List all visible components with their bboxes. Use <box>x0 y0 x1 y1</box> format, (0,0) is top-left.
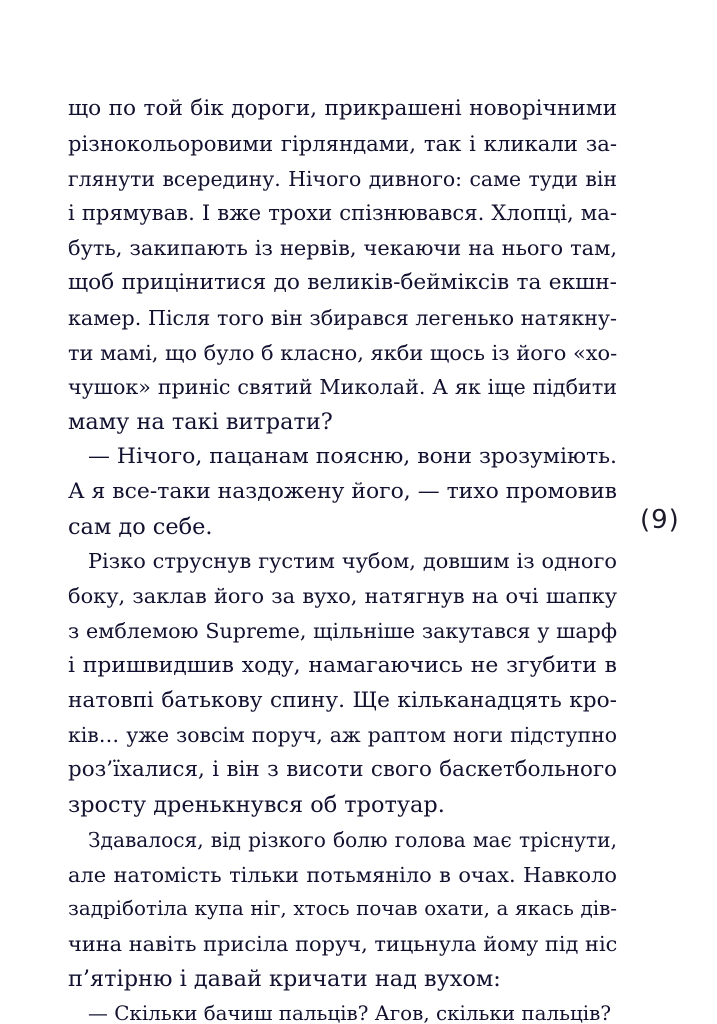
text-line: чина навіть присіла поруч, тицьнула йому під ніс <box>68 932 618 957</box>
text-line: і пришвидшив ходу, намагаючись не згубити в <box>68 652 617 678</box>
text-line: боку, заклав його за вухо, натягнув на очі шапку <box>68 584 617 609</box>
page-number: (9) <box>640 505 680 535</box>
text-line: щоб прицінитися до великів-бейміксів та екшн- <box>68 269 617 295</box>
text-line: Здавалося, від різкого болю голова має тріснути, <box>88 827 617 852</box>
text-line: п’ятірню і давай кричати над вухом: <box>68 965 501 992</box>
text-line: маму на такі витрати? <box>68 409 333 436</box>
text-line: що по той бік дороги, прикрашені новорічними <box>68 96 617 121</box>
text-line: сам до себе. <box>68 513 213 540</box>
body-text <box>68 92 617 1024</box>
text-line: зросту дренькнувся об тротуар. <box>68 791 445 818</box>
text-line: камер. Після того він збирався легенько натякну- <box>68 305 617 330</box>
text-line: буть, закипають із нервів, чекаючи на нього там, <box>68 236 617 261</box>
text-line: глянути всередину. Нічого дивного: саме туди він <box>68 166 617 191</box>
text-line: Різко струснув густим чубом, довшим із одного <box>88 549 617 574</box>
text-line: задріботіла купа ніг, хтось почав охати, а якась дів- <box>68 897 617 921</box>
text-line: роз’їхалися, і він з висоти свого баскетбольного <box>68 757 617 783</box>
text-line: і прямував. І вже трохи спізнювався. Хлопці, ма- <box>68 200 617 226</box>
text-line: ти мамі, що було б класно, якби щось із його «хо- <box>68 340 618 365</box>
text-line: але натомість тільки потьмяніло в очах. Навколо <box>68 862 617 887</box>
text-line: з емблемою Supreme, щільніше закутався у шарф <box>68 618 617 643</box>
text-line: — Нічого, пацанам поясню, вони зрозуміють. <box>88 443 617 469</box>
text-line: ків… уже зовсім поруч, аж раптом ноги підступно <box>68 723 617 748</box>
text-line: А я все-таки наздожену його, — тихо промовив <box>68 478 617 504</box>
text-line: — Скільки бачиш пальців? Агов, скільки пальців? <box>88 1001 611 1024</box>
text-line: натовпі батькову спину. Ще кільканадцять кро- <box>68 687 617 713</box>
text-line: чушок» приніс святий Миколай. А як іще підбити <box>68 375 617 400</box>
text-line: різнокольоровими гірляндами, так і кликали за- <box>68 130 617 156</box>
